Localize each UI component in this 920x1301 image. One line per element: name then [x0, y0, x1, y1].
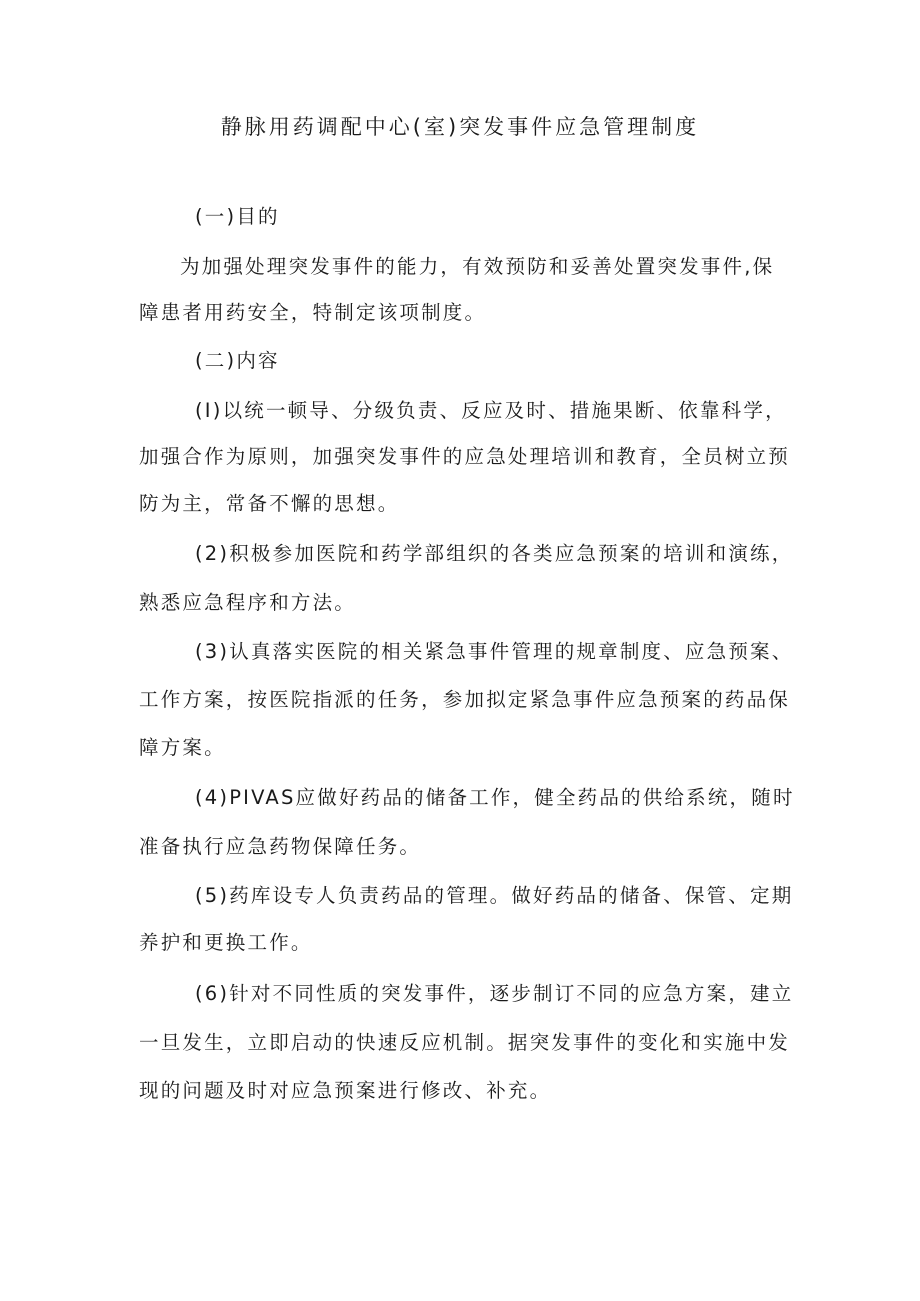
paragraph-line: (2)积极参加医院和药学部组织的各类应急预案的培训和演练，: [195, 542, 794, 565]
paragraph-line: 准备执行应急药物保障任务。: [139, 835, 422, 858]
paragraph-line: 防为主，常备不懈的思想。: [139, 492, 400, 515]
paragraph-line: 为加强处理突发事件的能力，有效预防和妥善处置突发事件,保: [180, 255, 775, 278]
paragraph-line: (4)PIVAS应做好药品的储备工作，健全药品的供给系统，随时: [195, 786, 795, 809]
section-heading-purpose: (一)目的: [195, 205, 280, 228]
paragraph-line: (I)以统一顿导、分级负责、反应及时、措施果断、依靠科学，: [195, 399, 787, 422]
paragraph-line: 障方案。: [139, 736, 226, 759]
paragraph-line: 一旦发生，立即启动的快速反应机制。据突发事件的变化和实施中发: [139, 1031, 791, 1054]
document-title: 静脉用药调配中心(室)突发事件应急管理制度: [220, 115, 700, 139]
paragraph-line: (5)药库设专人负责药品的管理。做好药品的储备、保管、定期: [195, 884, 794, 907]
paragraph-line: 熟悉应急程序和方法。: [139, 591, 357, 614]
paragraph-line: (6)针对不同性质的突发事件，逐步制订不同的应急方案，建立: [195, 982, 794, 1005]
paragraph-line: 工作方案，按医院指派的任务，参加拟定紧急事件应急预案的药品保: [139, 688, 791, 711]
paragraph-line: 障患者用药安全，特制定该项制度。: [139, 301, 487, 324]
paragraph-line: 养护和更换工作。: [139, 931, 313, 954]
paragraph-line: 加强合作为原则，加强突发事件的应急处理培训和教育，全员树立预: [139, 445, 791, 468]
paragraph-line: 现的问题及时对应急预案进行修改、补充。: [139, 1079, 552, 1102]
section-heading-content: (二)内容: [195, 349, 280, 372]
paragraph-line: (3)认真落实医院的相关紧急事件管理的规章制度、应急预案、: [195, 640, 794, 663]
